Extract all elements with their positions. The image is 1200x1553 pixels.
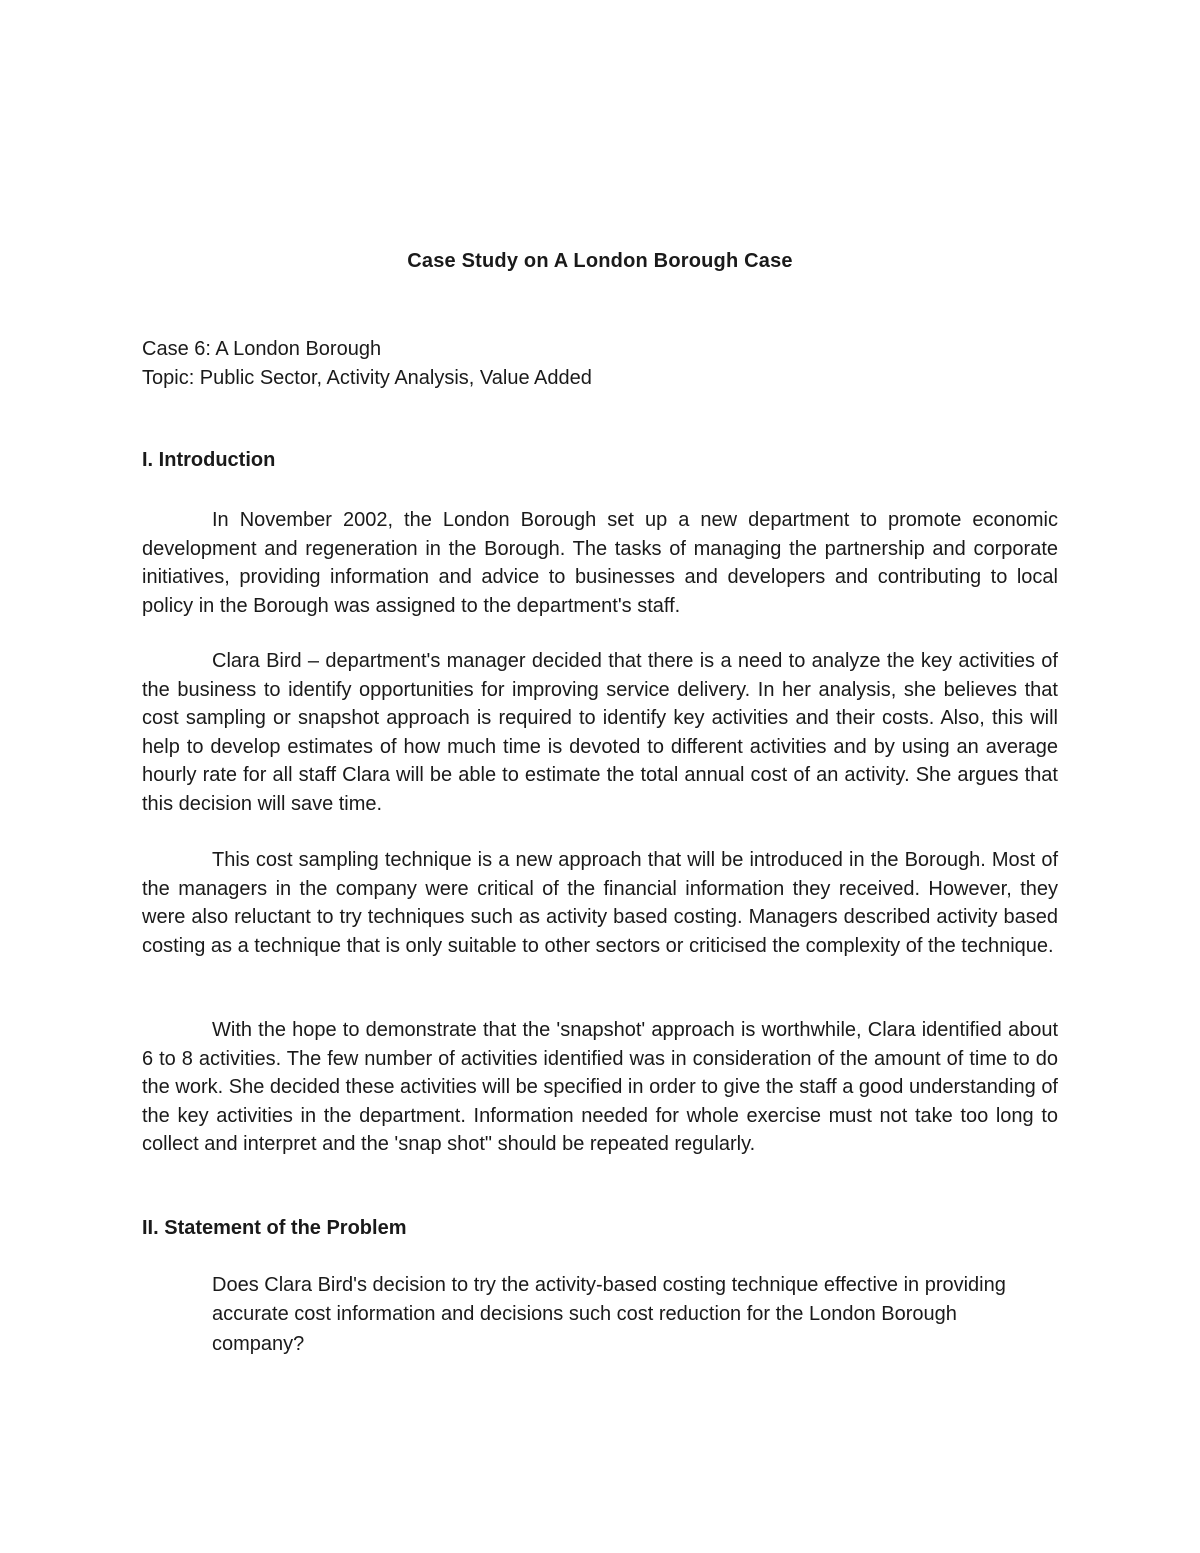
- problem-question: Does Clara Bird's decision to try the activity-based costing technique effective in providing accurate cost information and decisions such cost reduction for the London Borough company?: [212, 1274, 1006, 1355]
- intro-paragraph-3: This cost sampling technique is a new approach that will be introduced in the Borough. Most of the managers in the company were critical of the financial information they received. However, they were also reluctant to try techniques such as activity based costing. Managers described activity based costing as a technique that is only suitable to other sectors or criticised the complexity of the technique.: [142, 849, 1058, 957]
- topic-line: Topic: Public Sector, Activity Analysis, Value Added: [142, 367, 592, 389]
- document-title: Case Study on A London Borough Case: [407, 250, 793, 272]
- case-meta: [142, 335, 592, 393]
- problem-heading: II. Statement of the Problem: [142, 1217, 407, 1239]
- intro-paragraph-1: In November 2002, the London Borough set up a new department to promote economic development and regeneration in the Borough. The tasks of managing the partnership and corporate initiatives, providing information and advice to businesses and developers and contributing to local policy in the Borough was assigned to the department's staff.: [142, 509, 1058, 617]
- introduction-heading: I. Introduction: [142, 449, 276, 471]
- intro-paragraph-2: Clara Bird – department's manager decided that there is a need to analyze the key activities of the business to identify opportunities for improving service delivery. In her analysis, she believes that cost sampling or snapshot approach is required to identify key activities and their costs. Also, this will help to develop estimates of how much time is devoted to different activities and by using an average hourly rate for all staff Clara will be able to estimate the total annual cost of an activity. She argues that this decision will save time.: [142, 650, 1058, 815]
- case-line: Case 6: A London Borough: [142, 338, 382, 360]
- intro-paragraph-4: With the hope to demonstrate that the 'snapshot' approach is worthwhile, Clara identified about 6 to 8 activities. The few number of activities identified was in consideration of the amount of time to do the work. She decided these activities will be specified in order to give the staff a good understanding of the key activities in the department. Information needed for whole exercise must not take too long to collect and interpret and the 'snap shot" should be repeated regularly.: [142, 1019, 1058, 1156]
